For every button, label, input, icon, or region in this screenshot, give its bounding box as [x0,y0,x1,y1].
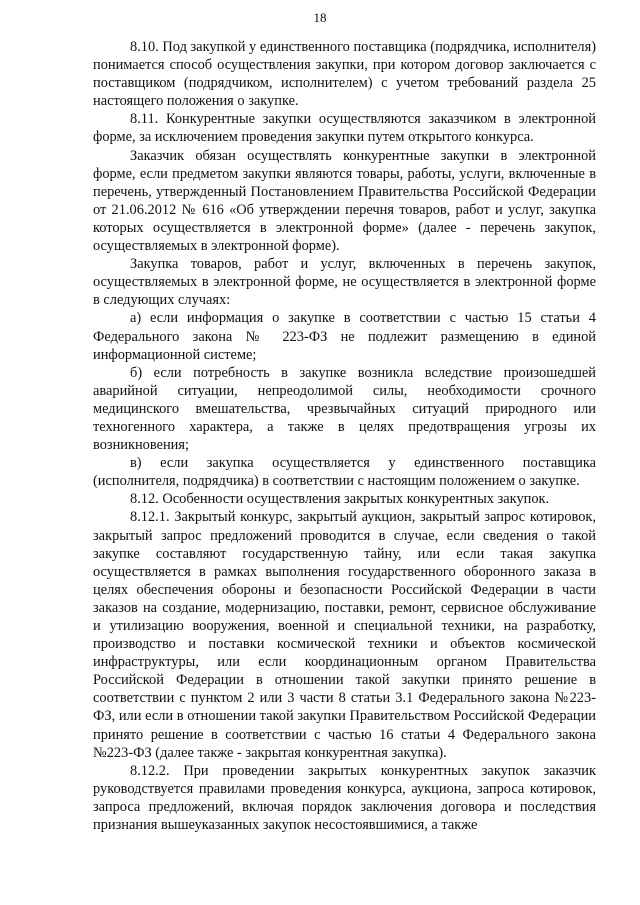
paragraph-8-12-1: 8.12.1. Закрытый конкурс, закрытый аукцион, закрытый запрос котировок, закрытый запрос предложений проводится в случае, если сведения о такой закупке составляют государственную тайну, или если такая закупка осуществляется в рамках выполнения государственного оборонного заказа в целях обеспечения обороны и безопасности Российской Федерации в части заказов на создание, модернизацию, поставки, ремонт, сервисное обслуживание и утилизацию вооружения, военной и специальной техники, на разработку, производство и поставки космической техники и объектов космической инфраструктуры, или если координационным органом Правительства Российской Федерации в отношении такой закупки принято решение в соответствии с пунктом 2 или 3 части 8 статьи 3.1 Федерального закона №223-ФЗ, или если в отношении такой закупки Правительством Российской Федерации принято решение в соответствии с частью 16 статьи 4 Федерального закона №223-ФЗ (далее также - закрытая конкурентная закупка). [93,509,596,761]
paragraph-8-12: 8.12. Особенности осуществления закрытых конкурентных закупок. [130,491,550,508]
document-body [93,38,596,834]
paragraph-exceptions-intro: Закупка товаров, работ и услуг, включенных в перечень закупок, осуществляемых в электронной форме, не осуществляется в электронной форме в следующих случаях: [93,256,596,309]
paragraph-8-11: 8.11. Конкурентные закупки осуществляются заказчиком в электронной форме, за исключением проведения закупки путем открытого конкурса. [93,111,596,146]
paragraph-electronic-form-obligation: Заказчик обязан осуществлять конкурентные закупки в электронной форме, если предметом закупки являются товары, работы, услуги, включенные в перечень, утвержденный Постановлением Правительства Российской Федерации от 21.06.2012 № 616 «Об утверждении перечня товаров, работ и услуг, закупка которых осуществляется в электронной форме» (далее - перечень закупок, осуществляемых в электронной форме). [93,147,596,255]
list-item-b: б) если потребность в закупке возникла вследствие произошедшей аварийной ситуации, непреодолимой силы, необходимости срочного медицинского вмешательства, чрезвычайных ситуаций природного или техногенного характера, а также в целях предотвращения угрозы их возникновения; [93,364,596,454]
paragraph-8-12-2: 8.12.2. При проведении закрытых конкурентных закупок заказчик руководствуется правилами проведения конкурса, аукциона, запроса котировок, запроса предложений, включая порядок заключения договора и последствия признания вышеуказанных закупок несостоявшимися, а также [93,762,596,834]
list-item-v: в) если закупка осуществляется у единственного поставщика (исполнителя, подрядчика) в соответствии с настоящим положением о закупке. [93,455,596,490]
page-number: 18 [313,10,327,25]
list-item-a: а) если информация о закупке в соответствии с частью 15 статьи 4 Федерального закона № 223-ФЗ не подлежит размещению в единой информационной системе; [93,310,596,363]
paragraph-8-10: 8.10. Под закупкой у единственного поставщика (подрядчика, исполнителя) понимается способ осуществления закупки, при котором договор заключается с поставщиком (подрядчиком, исполнителем) с учетом требований раздела 25 настоящего положения о закупке. [93,39,596,110]
